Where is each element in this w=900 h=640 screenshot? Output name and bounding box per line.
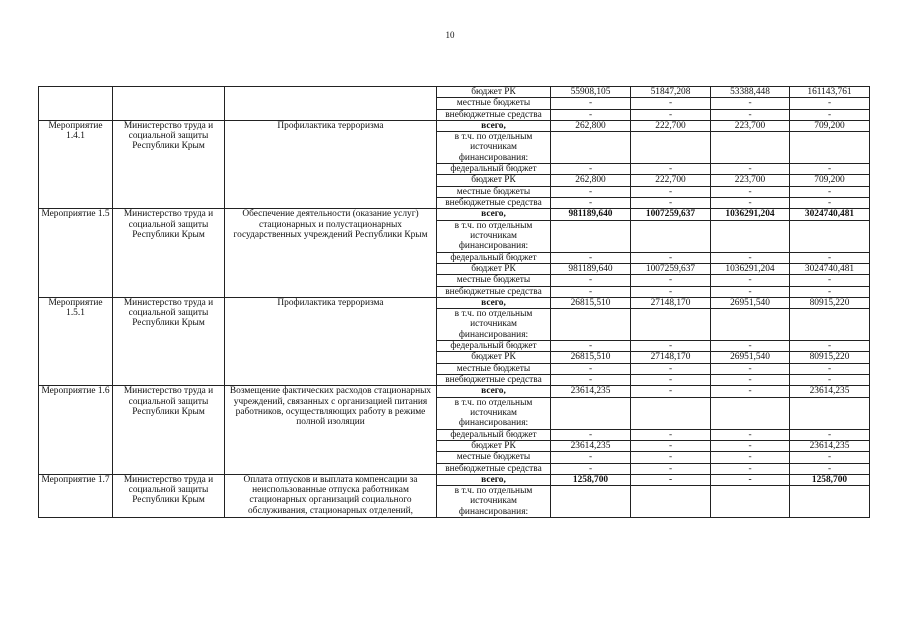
value-cell: 80915,220 bbox=[790, 352, 870, 363]
source-label: в т.ч. по отдельным источникам финансирования: bbox=[437, 132, 551, 164]
value-cell: 709,200 bbox=[790, 175, 870, 186]
source-label: местные бюджеты bbox=[437, 98, 551, 109]
value-cell: 981189,640 bbox=[551, 263, 631, 274]
value-cell bbox=[711, 220, 790, 252]
executor: Министерство труда и социальной защиты Республики Крым bbox=[113, 209, 225, 297]
table-row bbox=[39, 474, 870, 485]
page-number: 10 bbox=[445, 30, 455, 40]
value-cell: - bbox=[711, 286, 790, 297]
value-cell bbox=[711, 309, 790, 341]
event-name: Обеспечение деятельности (оказание услуг) стационарных и полустационарных государственных учреждений Республики Крым bbox=[225, 209, 437, 297]
value-cell: - bbox=[711, 98, 790, 109]
source-label: бюджет РК bbox=[437, 440, 551, 451]
source-label: внебюджетные средства bbox=[437, 286, 551, 297]
value-cell: - bbox=[790, 452, 870, 463]
value-cell: - bbox=[551, 252, 631, 263]
value-cell: - bbox=[790, 252, 870, 263]
value-cell: - bbox=[711, 186, 790, 197]
event-code: Мероприятие 1.5 bbox=[39, 209, 113, 297]
value-cell: - bbox=[790, 286, 870, 297]
source-label: федеральный бюджет bbox=[437, 341, 551, 352]
value-cell: 23614,235 bbox=[551, 386, 631, 397]
value-cell: 27148,170 bbox=[631, 352, 711, 363]
value-cell: 223,700 bbox=[711, 175, 790, 186]
value-cell bbox=[631, 132, 711, 164]
value-cell: - bbox=[631, 164, 711, 175]
value-cell: - bbox=[631, 452, 711, 463]
source-label: в т.ч. по отдельным источникам финансирования: bbox=[437, 397, 551, 429]
value-cell: - bbox=[551, 375, 631, 386]
source-label: бюджет РК bbox=[437, 352, 551, 363]
value-cell: 161143,761 bbox=[790, 87, 870, 98]
value-cell: 1258,700 bbox=[551, 474, 631, 485]
value-cell: - bbox=[790, 275, 870, 286]
value-cell: - bbox=[551, 164, 631, 175]
value-cell: 51847,208 bbox=[631, 87, 711, 98]
value-cell: - bbox=[711, 474, 790, 485]
source-label: всего, bbox=[437, 474, 551, 485]
value-cell: - bbox=[551, 363, 631, 374]
value-cell: - bbox=[551, 286, 631, 297]
source-label: бюджет РК bbox=[437, 87, 551, 98]
executor: Министерство труда и социальной защиты Республики Крым bbox=[113, 120, 225, 208]
event-code: Мероприятие 1.7 bbox=[39, 474, 113, 517]
value-cell: 80915,220 bbox=[790, 297, 870, 308]
value-cell: 1007259,637 bbox=[631, 263, 711, 274]
value-cell bbox=[790, 397, 870, 429]
value-cell bbox=[631, 486, 711, 518]
value-cell: 1007259,637 bbox=[631, 209, 711, 220]
value-cell: - bbox=[711, 198, 790, 209]
value-cell bbox=[711, 397, 790, 429]
value-cell: 55908,105 bbox=[551, 87, 631, 98]
value-cell: - bbox=[631, 275, 711, 286]
value-cell: - bbox=[790, 375, 870, 386]
value-cell: - bbox=[631, 252, 711, 263]
source-label: федеральный бюджет bbox=[437, 252, 551, 263]
value-cell: 1036291,204 bbox=[711, 209, 790, 220]
value-cell bbox=[711, 132, 790, 164]
value-cell: 1258,700 bbox=[790, 474, 870, 485]
value-cell: - bbox=[790, 463, 870, 474]
event-code-cell bbox=[39, 87, 113, 121]
table-row bbox=[39, 87, 870, 98]
value-cell: 262,800 bbox=[551, 175, 631, 186]
value-cell bbox=[551, 309, 631, 341]
value-cell: 23614,235 bbox=[790, 386, 870, 397]
value-cell: - bbox=[711, 109, 790, 120]
value-cell: - bbox=[551, 463, 631, 474]
value-cell: - bbox=[631, 98, 711, 109]
value-cell: 3024740,481 bbox=[790, 209, 870, 220]
source-label: внебюджетные средства bbox=[437, 463, 551, 474]
value-cell: - bbox=[551, 275, 631, 286]
table-row bbox=[39, 297, 870, 308]
value-cell: - bbox=[790, 109, 870, 120]
value-cell bbox=[631, 220, 711, 252]
value-cell: - bbox=[711, 452, 790, 463]
value-cell: - bbox=[631, 186, 711, 197]
value-cell bbox=[790, 486, 870, 518]
budget-table bbox=[38, 86, 870, 518]
source-label: федеральный бюджет bbox=[437, 429, 551, 440]
value-cell: - bbox=[631, 286, 711, 297]
value-cell: - bbox=[551, 186, 631, 197]
value-cell: - bbox=[711, 275, 790, 286]
executor: Министерство труда и социальной защиты Республики Крым bbox=[113, 386, 225, 474]
value-cell: - bbox=[551, 341, 631, 352]
event-code: Мероприятие 1.6 bbox=[39, 386, 113, 474]
source-label: федеральный бюджет bbox=[437, 164, 551, 175]
source-label: бюджет РК bbox=[437, 263, 551, 274]
value-cell: - bbox=[631, 109, 711, 120]
value-cell: 709,200 bbox=[790, 120, 870, 131]
value-cell: 3024740,481 bbox=[790, 263, 870, 274]
value-cell: - bbox=[551, 429, 631, 440]
value-cell: - bbox=[790, 186, 870, 197]
value-cell: - bbox=[790, 363, 870, 374]
value-cell bbox=[551, 220, 631, 252]
value-cell: - bbox=[711, 386, 790, 397]
event-name-cell bbox=[225, 87, 437, 121]
value-cell: 222,700 bbox=[631, 120, 711, 131]
event-name: Профилактика терроризма bbox=[225, 297, 437, 385]
value-cell bbox=[790, 220, 870, 252]
value-cell: - bbox=[711, 440, 790, 451]
value-cell bbox=[551, 486, 631, 518]
value-cell: 23614,235 bbox=[551, 440, 631, 451]
executor-cell bbox=[113, 87, 225, 121]
value-cell: - bbox=[551, 98, 631, 109]
value-cell: - bbox=[711, 363, 790, 374]
value-cell bbox=[711, 486, 790, 518]
value-cell: 26815,510 bbox=[551, 297, 631, 308]
value-cell: - bbox=[711, 463, 790, 474]
value-cell: 26815,510 bbox=[551, 352, 631, 363]
value-cell: - bbox=[711, 429, 790, 440]
source-label: всего, bbox=[437, 120, 551, 131]
source-label: местные бюджеты bbox=[437, 186, 551, 197]
value-cell: - bbox=[631, 341, 711, 352]
value-cell bbox=[631, 397, 711, 429]
value-cell: - bbox=[631, 429, 711, 440]
value-cell: 26951,540 bbox=[711, 297, 790, 308]
value-cell: - bbox=[790, 164, 870, 175]
source-label: местные бюджеты bbox=[437, 363, 551, 374]
value-cell: 262,800 bbox=[551, 120, 631, 131]
source-label: местные бюджеты bbox=[437, 452, 551, 463]
value-cell: 222,700 bbox=[631, 175, 711, 186]
value-cell: - bbox=[711, 252, 790, 263]
value-cell: 1036291,204 bbox=[711, 263, 790, 274]
source-label: внебюджетные средства bbox=[437, 109, 551, 120]
value-cell: - bbox=[711, 375, 790, 386]
source-label: всего, bbox=[437, 297, 551, 308]
value-cell: - bbox=[711, 164, 790, 175]
value-cell: - bbox=[631, 375, 711, 386]
source-label: местные бюджеты bbox=[437, 275, 551, 286]
value-cell: - bbox=[631, 386, 711, 397]
value-cell bbox=[551, 132, 631, 164]
value-cell: - bbox=[551, 452, 631, 463]
source-label: всего, bbox=[437, 386, 551, 397]
value-cell: 23614,235 bbox=[790, 440, 870, 451]
value-cell: 27148,170 bbox=[631, 297, 711, 308]
event-name: Оплата отпусков и выплата компенсации за неиспользованные отпуска работникам стационарных организаций социального обслуживания, стационарных отделений, bbox=[225, 474, 437, 517]
value-cell: - bbox=[631, 363, 711, 374]
executor: Министерство труда и социальной защиты Республики Крым bbox=[113, 297, 225, 385]
table-row bbox=[39, 120, 870, 131]
source-label: внебюджетные средства bbox=[437, 375, 551, 386]
value-cell: - bbox=[551, 198, 631, 209]
value-cell: - bbox=[711, 341, 790, 352]
executor: Министерство труда и социальной защиты Республики Крым bbox=[113, 474, 225, 517]
event-code: Мероприятие 1.5.1 bbox=[39, 297, 113, 385]
table-row bbox=[39, 209, 870, 220]
value-cell: - bbox=[790, 429, 870, 440]
value-cell: 26951,540 bbox=[711, 352, 790, 363]
value-cell bbox=[790, 132, 870, 164]
value-cell bbox=[631, 309, 711, 341]
value-cell bbox=[790, 309, 870, 341]
event-name: Профилактика терроризма bbox=[225, 120, 437, 208]
value-cell: - bbox=[790, 198, 870, 209]
value-cell: 223,700 bbox=[711, 120, 790, 131]
event-code: Мероприятие 1.4.1 bbox=[39, 120, 113, 208]
value-cell: - bbox=[631, 463, 711, 474]
value-cell: 981189,640 bbox=[551, 209, 631, 220]
value-cell: - bbox=[631, 198, 711, 209]
value-cell bbox=[551, 397, 631, 429]
source-label: в т.ч. по отдельным источникам финансирования: bbox=[437, 486, 551, 518]
value-cell: - bbox=[631, 440, 711, 451]
table-row bbox=[39, 386, 870, 397]
source-label: в т.ч. по отдельным источникам финансирования: bbox=[437, 309, 551, 341]
value-cell: - bbox=[790, 98, 870, 109]
value-cell: - bbox=[790, 341, 870, 352]
source-label: внебюджетные средства bbox=[437, 198, 551, 209]
source-label: всего, bbox=[437, 209, 551, 220]
source-label: в т.ч. по отдельным источникам финансирования: bbox=[437, 220, 551, 252]
source-label: бюджет РК bbox=[437, 175, 551, 186]
value-cell: - bbox=[551, 109, 631, 120]
event-name: Возмещение фактических расходов стационарных учреждений, связанных с организацией питания работников, осуществляющих работу в режиме полной изоляции bbox=[225, 386, 437, 474]
value-cell: - bbox=[631, 474, 711, 485]
value-cell: 53388,448 bbox=[711, 87, 790, 98]
